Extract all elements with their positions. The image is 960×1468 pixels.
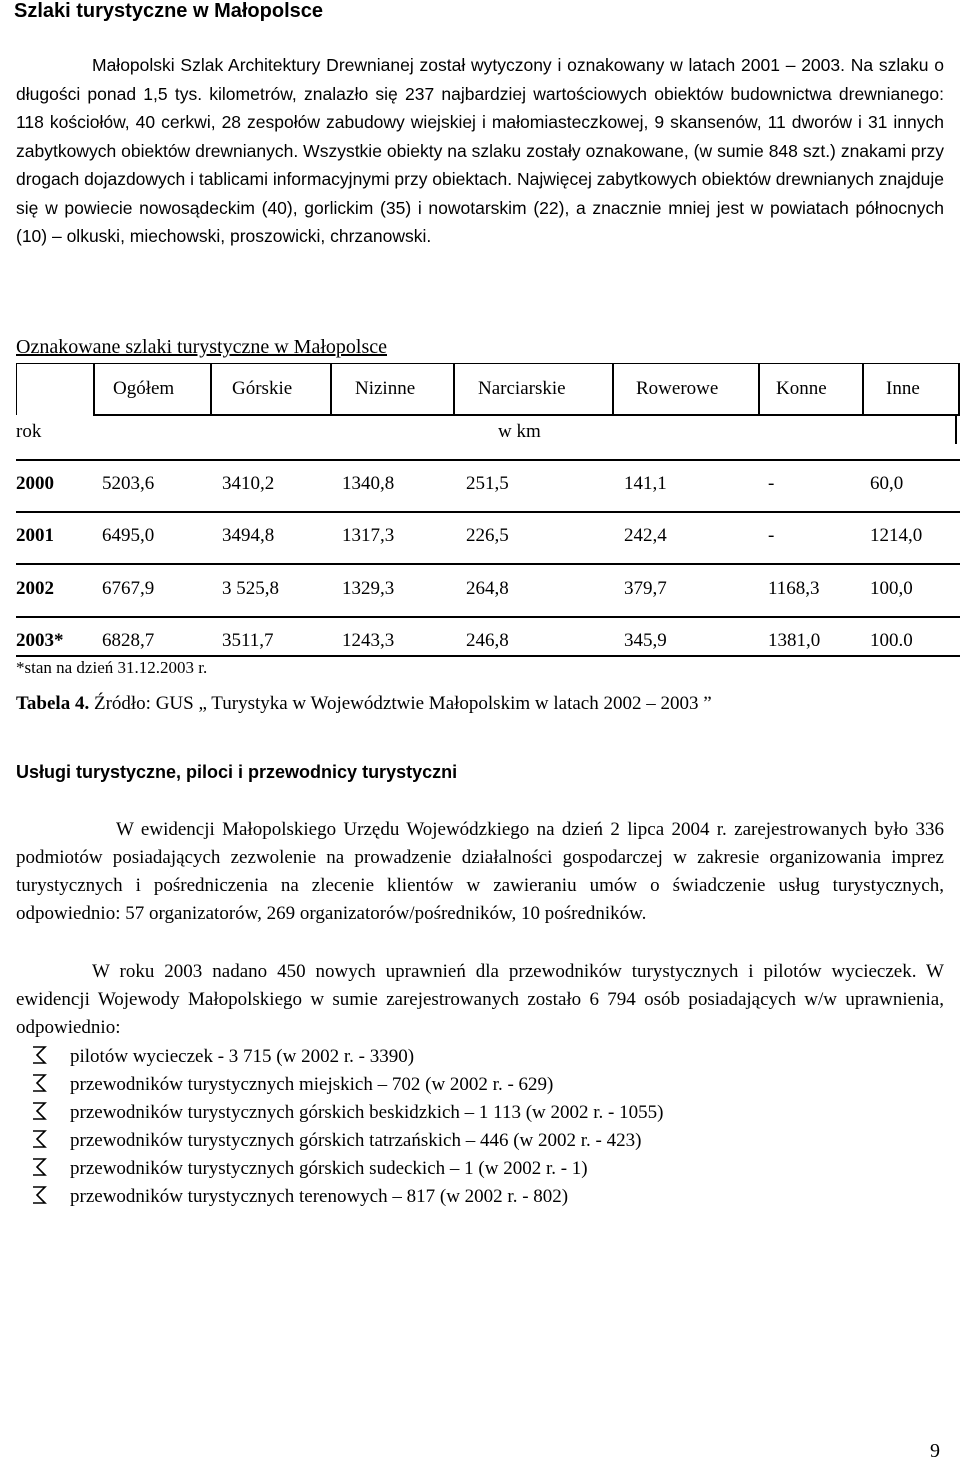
cell-gorskie: 3410,2 [222,473,275,494]
col-header-inne: Inne [886,378,920,399]
cell-inne: 100.0 [870,630,913,651]
cell-konne: 1381,0 [768,630,821,651]
reference-mark-icon [30,1044,52,1066]
col-header-konne: Konne [776,378,827,399]
header-divider [93,363,95,415]
reference-mark-icon [30,1100,52,1122]
cell-rowerowe: 379,7 [624,578,667,599]
cell-ogolem: 6767,9 [102,578,155,599]
row-separator [16,459,960,461]
cell-narciarskie: 246,8 [466,630,509,651]
row-year: 2001 [16,525,54,546]
cell-inne: 100,0 [870,578,913,599]
reference-mark-icon [30,1184,52,1206]
list-item: przewodników turystycznych górskich beskidzkich – 1 113 (w 2002 r. - 1055) [30,1099,663,1127]
cell-ogolem: 5203,6 [102,473,155,494]
paragraph-wooden-architecture: Małopolski Szlak Architektury Drewnianej został wytyczony i oznakowany w latach 2001 – 2003. Na szlaku o długości ponad 1,5 tys. kilometrów, znalazło się 237 najbardziej wartościowych obiektów budownictwa drewnianego: 118 kościołów, 40 cerkwi, 28 zespołów zabudowy wiejskiej i małomiasteczkowej, 9 skansenów, 11 dworów i 31 innych zabytkowych obiektów drewnianych. Wszystkie obiekty na szlaku zostały oznakowane, (w sumie 848 szt.) znakami przy drogach dojazdowych i tablicami informacyjnymi przy obiektach. Najwięcej zabytkowych obiektów drewnianych znajduje się w powiecie nowosądeckim (40), gorlickim (35) i nowotarskim (22), a znacznie mniej jest w powiatach północnych (10) – olkuski, miechowski, proszowicki, chrzanowski. [16,55,944,246]
cell-nizinne: 1340,8 [342,473,395,494]
header-divider [758,363,760,415]
cell-narciarskie: 264,8 [466,578,509,599]
header-divider [330,363,332,415]
row-separator [16,511,960,513]
cell-narciarskie: 251,5 [466,473,509,494]
row-year: 2000 [16,473,54,494]
row-separator [16,655,960,657]
cell-nizinne: 1243,3 [342,630,395,651]
cell-gorskie: 3494,8 [222,525,275,546]
section-title-uslugi: Usługi turystyczne, piloci i przewodnicy turystyczni [16,762,458,782]
header-divider [862,363,864,415]
table-caption [16,693,712,715]
reference-mark-icon [30,1072,52,1094]
cell-narciarskie: 226,5 [466,525,509,546]
unit-row-divider [955,416,957,444]
row-year: 2002 [16,578,54,599]
list-item: przewodników turystycznych górskich sudeckich – 1 (w 2002 r. - 1) [30,1155,588,1183]
header-underline [93,414,960,416]
cell-nizinne: 1329,3 [342,578,395,599]
list-item: przewodników turystycznych miejskich – 702 (w 2002 r. - 629) [30,1071,553,1099]
reference-mark-icon [30,1156,52,1178]
paragraph-registry: W ewidencji Małopolskiego Urzędu Wojewódzkiego na dzień 2 lipca 2004 r. zarejestrowanych było 336 podmiotów posiadających zezwolenie na prowadzenie działalności gospodarczej w zakresie organizowania imprez turystycznych i pośredniczenia na zlecenie klientów w zawieraniu umów o świadczenie usług turystycznych, odpowiednio: 57 organizatorów, 269 organizatorów/pośredników, 10 pośredników. [16,819,944,924]
header-divider [210,363,212,415]
reference-mark-icon [30,1128,52,1150]
table-caption-source: Źródło: GUS „ Turystyka w Województwie Małopolskim w latach 2002 – 2003 ” [89,693,712,714]
row-separator [16,616,960,618]
col-header-rowerowe: Rowerowe [636,378,719,399]
col-header-nizinne: Nizinne [355,378,416,399]
table-caption-label: Tabela 4. [16,693,90,714]
cell-inne: 60,0 [870,473,904,494]
cell-nizinne: 1317,3 [342,525,395,546]
list-item: przewodników turystycznych górskich tatrzańskich – 446 (w 2002 r. - 423) [30,1127,641,1155]
cell-konne: - [768,473,775,494]
table-title: Oznakowane szlaki turystyczne w Małopolsce [16,336,387,358]
list-item: przewodników turystycznych terenowych – 817 (w 2002 r. - 802) [30,1183,568,1211]
section-title-szlaki: Szlaki turystyczne w Małopolsce [14,0,323,22]
header-divider [453,363,455,415]
cell-ogolem: 6828,7 [102,630,155,651]
header-divider [612,363,614,415]
cell-rowerowe: 242,4 [624,525,667,546]
cell-inne: 1214,0 [870,525,923,546]
cell-ogolem: 6495,0 [102,525,155,546]
cell-konne: - [768,525,775,546]
col-header-ogolem: Ogółem [113,378,175,399]
unit-label: w km [498,421,541,442]
row-header-rok: rok [16,421,42,442]
cell-rowerowe: 141,1 [624,473,667,494]
cell-gorskie: 3 525,8 [222,578,279,599]
cell-gorskie: 3511,7 [222,630,274,651]
header-divider [958,363,960,415]
cell-konne: 1168,3 [768,578,820,599]
row-separator [16,563,960,565]
row-year: 2003* [16,630,64,651]
page-number: 9 [930,1440,940,1462]
col-header-gorskie: Górskie [232,378,293,399]
list-item: pilotów wycieczek - 3 715 (w 2002 r. - 3390) [30,1043,414,1071]
col-header-narciarskie: Narciarskie [478,378,566,399]
table-footnote: *stan na dzień 31.12.2003 r. [16,658,208,677]
paragraph-guides: W roku 2003 nadano 450 nowych uprawnień dla przewodników turystycznych i pilotów wycieczek. W ewidencji Wojewody Małopolskiego w sumie zarejestrowanych zostało 6 794 osób posiadających w/w uprawnienia, odpowiednio: [16,961,944,1038]
cell-rowerowe: 345,9 [624,630,667,651]
